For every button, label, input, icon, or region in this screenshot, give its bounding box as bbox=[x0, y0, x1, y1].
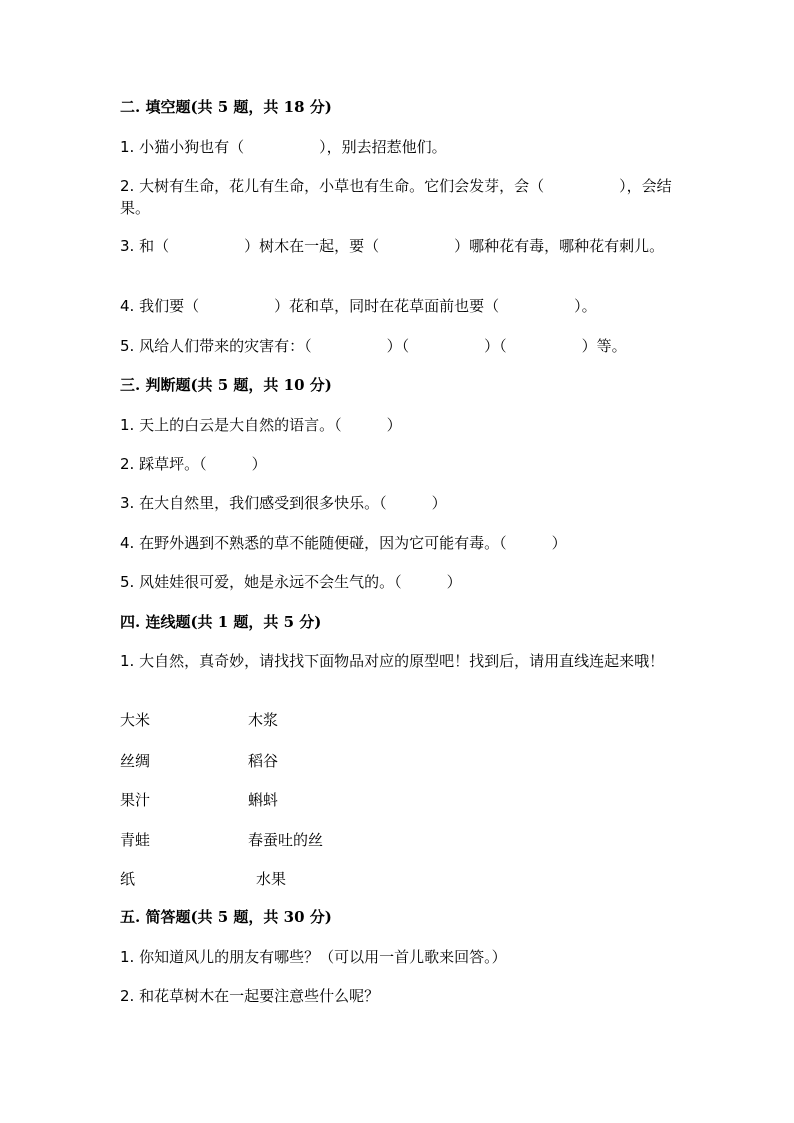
matching-left-item: 青蛙 bbox=[120, 831, 151, 849]
question-tf-1: 1. 天上的白云是大自然的语言。（ ） bbox=[120, 416, 402, 434]
question-fill-5: 5. 风给人们带来的灾害有：（ ）（ ）（ ）等。 bbox=[120, 337, 627, 355]
matching-right-item: 春蚕吐的丝 bbox=[248, 831, 324, 849]
question-fill-2: 2. 大树有生命，花儿有生命，小草也有生命。它们会发芽，会（ ），会结果。 bbox=[120, 177, 672, 217]
matching-right-item: 水果 bbox=[256, 870, 287, 888]
section-heading-true-false: 三. 判断题(共 5 题，共 10 分) bbox=[120, 376, 332, 394]
matching-right-item: 木浆 bbox=[248, 711, 279, 729]
section-heading-matching: 四. 连线题(共 1 题，共 5 分) bbox=[120, 613, 322, 631]
matching-right-item: 稻谷 bbox=[248, 752, 279, 770]
question-tf-2: 2. 踩草坪。（ ） bbox=[120, 455, 267, 473]
question-short-1: 1. 你知道风儿的朋友有哪些？（可以用一首儿歌来回答。） bbox=[120, 948, 507, 966]
matching-right-item: 蝌蚪 bbox=[248, 791, 279, 809]
question-short-2: 2. 和花草树木在一起要注意些什么呢？ bbox=[120, 987, 380, 1005]
section-heading-fill-blank: 二. 填空题(共 5 题，共 18 分) bbox=[120, 98, 332, 116]
question-fill-1: 1. 小猫小狗也有（ ），别去招惹他们。 bbox=[120, 138, 447, 156]
question-tf-3: 3. 在大自然里，我们感受到很多快乐。（ ） bbox=[120, 494, 447, 512]
question-fill-3: 3. 和（ ）树木在一起，要（ ）哪种花有毒，哪种花有刺儿。 bbox=[120, 237, 665, 255]
section-heading-short-answer: 五. 简答题(共 5 题，共 30 分) bbox=[120, 908, 332, 926]
question-tf-5: 5. 风娃娃很可爱，她是永远不会生气的。（ ） bbox=[120, 573, 462, 591]
question-fill-4: 4. 我们要（ ）花和草，同时在花草面前也要（ ）。 bbox=[120, 297, 597, 315]
question-matching-1: 1. 大自然，真奇妙，请找找下面物品对应的原型吧！找到后，请用直线连起来哦！ bbox=[120, 652, 665, 670]
matching-left-item: 丝绸 bbox=[120, 752, 151, 770]
matching-left-item: 大米 bbox=[120, 711, 151, 729]
matching-left-item: 果汁 bbox=[120, 791, 151, 809]
matching-left-item: 纸 bbox=[120, 870, 136, 888]
question-tf-4: 4. 在野外遇到不熟悉的草不能随便碰，因为它可能有毒。（ ） bbox=[120, 534, 567, 552]
